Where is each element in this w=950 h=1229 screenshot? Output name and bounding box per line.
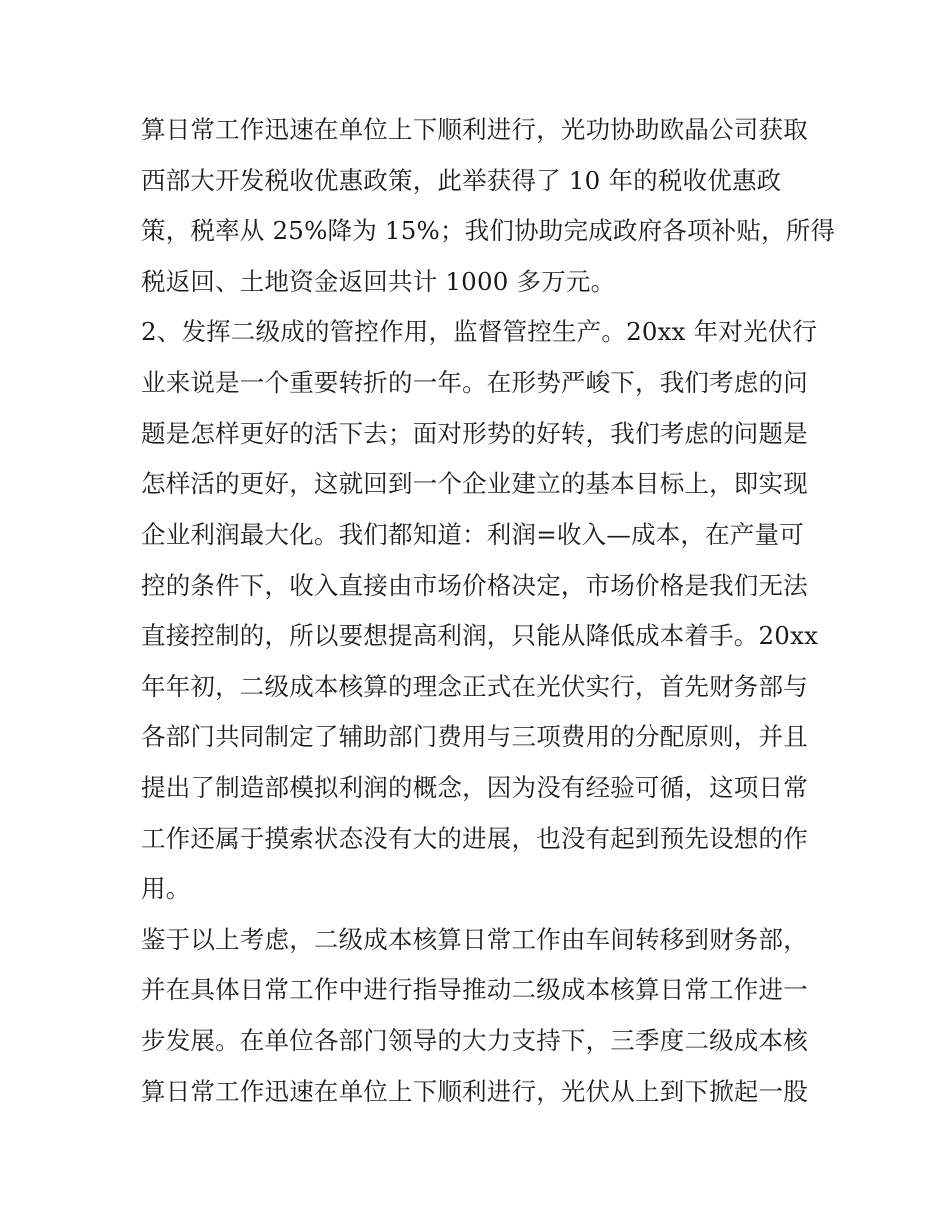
text-line: 鉴于以上考虑，二级成本核算日常工作由车间转移到财务部，	[141, 925, 808, 954]
text-line: 直接控制的，所以要想提高利润，只能从降低成本着手。20xx	[141, 621, 819, 650]
text-line: 企业利润最大化。我们都知道：利润=收入—成本，在产量可	[141, 520, 804, 549]
text-line: 业来说是一个重要转折的一年。在形势严峻下，我们考虑的问	[141, 368, 808, 397]
text-line: 工作还属于摸索状态没有大的进展，也没有起到预先设想的作	[141, 824, 808, 853]
text-line: 怎样活的更好，这就回到一个企业建立的基本目标上，即实现	[141, 469, 808, 498]
text-line: 2、发挥二级成的管控作用，监督管控生产。20xx 年对光伏行	[141, 317, 818, 346]
text-line: 并在具体日常工作中进行指导推动二级成本核算日常工作进一	[141, 975, 808, 1004]
text-line: 控的条件下，收入直接由市场价格决定，市场价格是我们无法	[141, 571, 808, 600]
text-line: 年年初，二级成本核算的理念正式在光伏实行，首先财务部与	[141, 672, 808, 701]
text-line: 税返回、土地资金返回共计 1000 多万元。	[141, 267, 616, 296]
text-line: 步发展。在单位各部门领导的大力支持下，三季度二级成本核	[141, 1026, 808, 1055]
text-line: 算日常工作迅速在单位上下顺利进行，光功协助欧晶公司获取	[141, 115, 808, 144]
text-line: 算日常工作迅速在单位上下顺利进行，光伏从上到下掀起一股	[141, 1077, 808, 1106]
text-line: 策，税率从 25%降为 15%；我们协助完成政府各项补贴，所得	[141, 216, 836, 245]
text-line: 各部门共同制定了辅助部门费用与三项费用的分配原则，并且	[141, 722, 808, 751]
text-line: 用。	[141, 874, 191, 903]
text-line: 提出了制造部模拟利润的概念，因为没有经验可循，这项日常	[141, 773, 808, 802]
text-line: 西部大开发税收优惠政策，此举获得了 10 年的税收优惠政	[141, 166, 782, 195]
text-line: 题是怎样更好的活下去；面对形势的好转，我们考虑的问题是	[141, 419, 808, 448]
